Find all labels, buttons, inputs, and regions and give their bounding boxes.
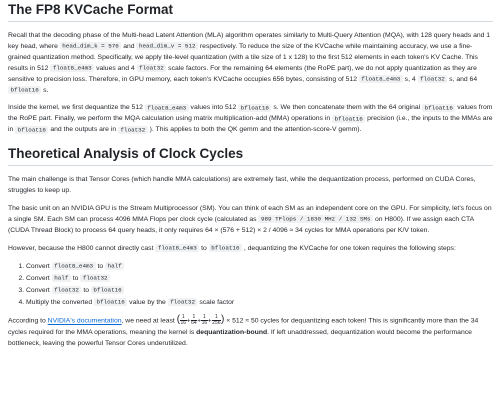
text: According to [8, 317, 48, 325]
section-heading-clock-cycles: Theoretical Analysis of Clock Cycles [8, 146, 493, 166]
paragraph-dequantize-kernel [8, 103, 493, 136]
text: to [70, 274, 81, 282]
inline-code: float32 [418, 75, 448, 83]
text: values into 512 [188, 104, 239, 112]
paragraph-main-challenge: The main challenge is that Tensor Cores (which handle MMA calculations) are extremely fast, while the dequantization process, performed on CUDA Cores, struggles to keep up. [8, 176, 476, 195]
text: × 512 ≈ 50 cycles for dequantizing each token! This is significantly more than the 34 cycles required for the MMA operations, meaning the kernel is [8, 317, 479, 336]
text: Multiply the converted [26, 298, 95, 306]
inline-code: 989 TFlops / 1830 MHz / 132 SMs [258, 215, 373, 223]
text: Convert [26, 274, 52, 282]
inline-code: float32 [80, 274, 110, 282]
text: s. We then concatenate them with the 64 original [271, 104, 423, 112]
inline-code: float8_e4m3 [145, 104, 189, 112]
text: Convert [26, 286, 52, 294]
fraction-denominator: 256 [212, 320, 221, 327]
inline-code: float8_e4m3 [50, 64, 94, 72]
inline-code: half [52, 274, 71, 282]
fraction-numerator: 1 [212, 315, 221, 321]
paragraph-mla-overview [8, 31, 493, 96]
text: and the outputs are in [48, 126, 118, 134]
text: Convert [26, 262, 52, 270]
inline-code: float32 [118, 126, 148, 134]
fraction-denominator: 64 [191, 320, 197, 327]
text: values from the RoPE part. Finally, we perform the MQA calculation using matrix multiplication-add (MMA) operations in [8, 104, 493, 123]
text: respectively. To reduce the size of the KVCache while maintaining accuracy, we use a fine-grained quantization method. Specifically, we apply tile-level quantization (with a tile size of 1 x 128) to the first 512 elements in each token's KV Cache. This results in 512 [8, 42, 478, 72]
list-item [26, 298, 493, 309]
fraction-numerator: 1 [192, 314, 196, 321]
fraction-denominator: 16 [180, 320, 187, 327]
nvidia-documentation-link[interactable]: NVIDIA's documentation [47, 317, 122, 325]
emphasis-dequantization-bound: dequantization-bound [196, 328, 268, 336]
text: The basic unit on an NVIDIA GPU is the Stream Multiprocessor (SM). You can think of each SM as an independent core on the GPU. For simplicity, let's focus on a single SM. Each SM can process 4096 MMA Flops per clock cycle (calculated as [8, 204, 492, 223]
text: to [199, 244, 209, 252]
section-heading-fp8-kvcache: The FP8 KVCache Format [8, 0, 493, 22]
inline-code: bfloat16 [238, 104, 271, 112]
text: values and 4 [94, 64, 137, 72]
inline-code: bfloat16 [91, 286, 124, 294]
inline-code: float8_e4m3 [52, 262, 96, 270]
text: s. [41, 86, 49, 94]
formula-open-paren: ( [176, 314, 181, 326]
text: on H800). If we assign each CTA (CUDA Thread Block) to process 64 query heads, it only requires 64 × (576 + 512) × 2 / 4096 ≈ 34 cycles for MMA operations per K/V token. [8, 215, 474, 234]
inline-code: bfloat16 [94, 298, 127, 306]
text: , we need at least [121, 317, 177, 325]
text: However, because the H800 cannot directly cast [8, 244, 156, 252]
list-item [26, 262, 493, 273]
text: Inside the kernel, we first dequantize the 512 [8, 104, 145, 112]
inline-code: half [105, 262, 124, 270]
plus-sign: + [186, 317, 191, 325]
fraction-denominator: 16 [201, 320, 208, 327]
fraction [212, 315, 221, 326]
paragraph-h800-cast [8, 244, 493, 255]
inline-code: float8_e4m3 [155, 244, 199, 252]
inline-code: bfloat16 [332, 115, 365, 123]
inline-code: head_dim_k = 576 [60, 42, 122, 50]
fraction-numerator: 1 [181, 314, 185, 321]
text: scale factor [197, 298, 235, 306]
text: . If left unaddressed, dequantization would become the performance bottleneck, leaving the powerful Tensor Cores underutilized. [8, 328, 472, 347]
text: to [81, 286, 91, 294]
inline-code: float8_e4m3 [359, 75, 403, 83]
text: and [121, 42, 137, 50]
inline-code: bfloat16 [15, 126, 48, 134]
inline-code: float32 [52, 286, 82, 294]
text: Recall that the decoding phase of the Multi-head Latent Attention (MLA) algorithm operates similarly to Multi-Query Attention (MQA), with 128 query heads and 1 key head, where [8, 32, 491, 50]
text: ). This applies to both the QK gemm and the attention-score-V gemm). [147, 126, 362, 134]
text: value by the [127, 298, 168, 306]
inline-code: float32 [168, 298, 198, 306]
plus-sign: + [197, 317, 202, 325]
list-item [26, 286, 493, 297]
paragraph-sm-unit [8, 204, 493, 237]
paragraph-nvidia-documentation [8, 315, 493, 349]
list-item [26, 274, 493, 285]
text: precision (i.e., the inputs to the MMAs are in [8, 115, 493, 134]
inline-code: bfloat16 [422, 104, 455, 112]
inline-code: float32 [137, 64, 167, 72]
inline-code: bfloat16 [8, 86, 41, 94]
text: scale factors. For the remaining 64 elements (the RoPE part), we do not apply quantization as they are sensitive to precision loss. Therefore, in GPU memory, each token's KVCache occupies 656 bytes, consisting of 512 [8, 64, 477, 83]
formula-close-paren: ) [221, 314, 225, 326]
text: s, and 64 [447, 75, 478, 83]
plus-sign: + [207, 317, 212, 325]
inline-code: head_dim_v = 512 [136, 42, 198, 50]
text: , dequantizing the KVCache for one token requires the following steps: [241, 244, 456, 252]
fraction-numerator: 1 [203, 314, 206, 321]
inline-code: bfloat16 [209, 244, 242, 252]
dequantization-steps-list [8, 262, 493, 309]
text: to [95, 262, 106, 270]
text: s, 4 [402, 75, 418, 83]
